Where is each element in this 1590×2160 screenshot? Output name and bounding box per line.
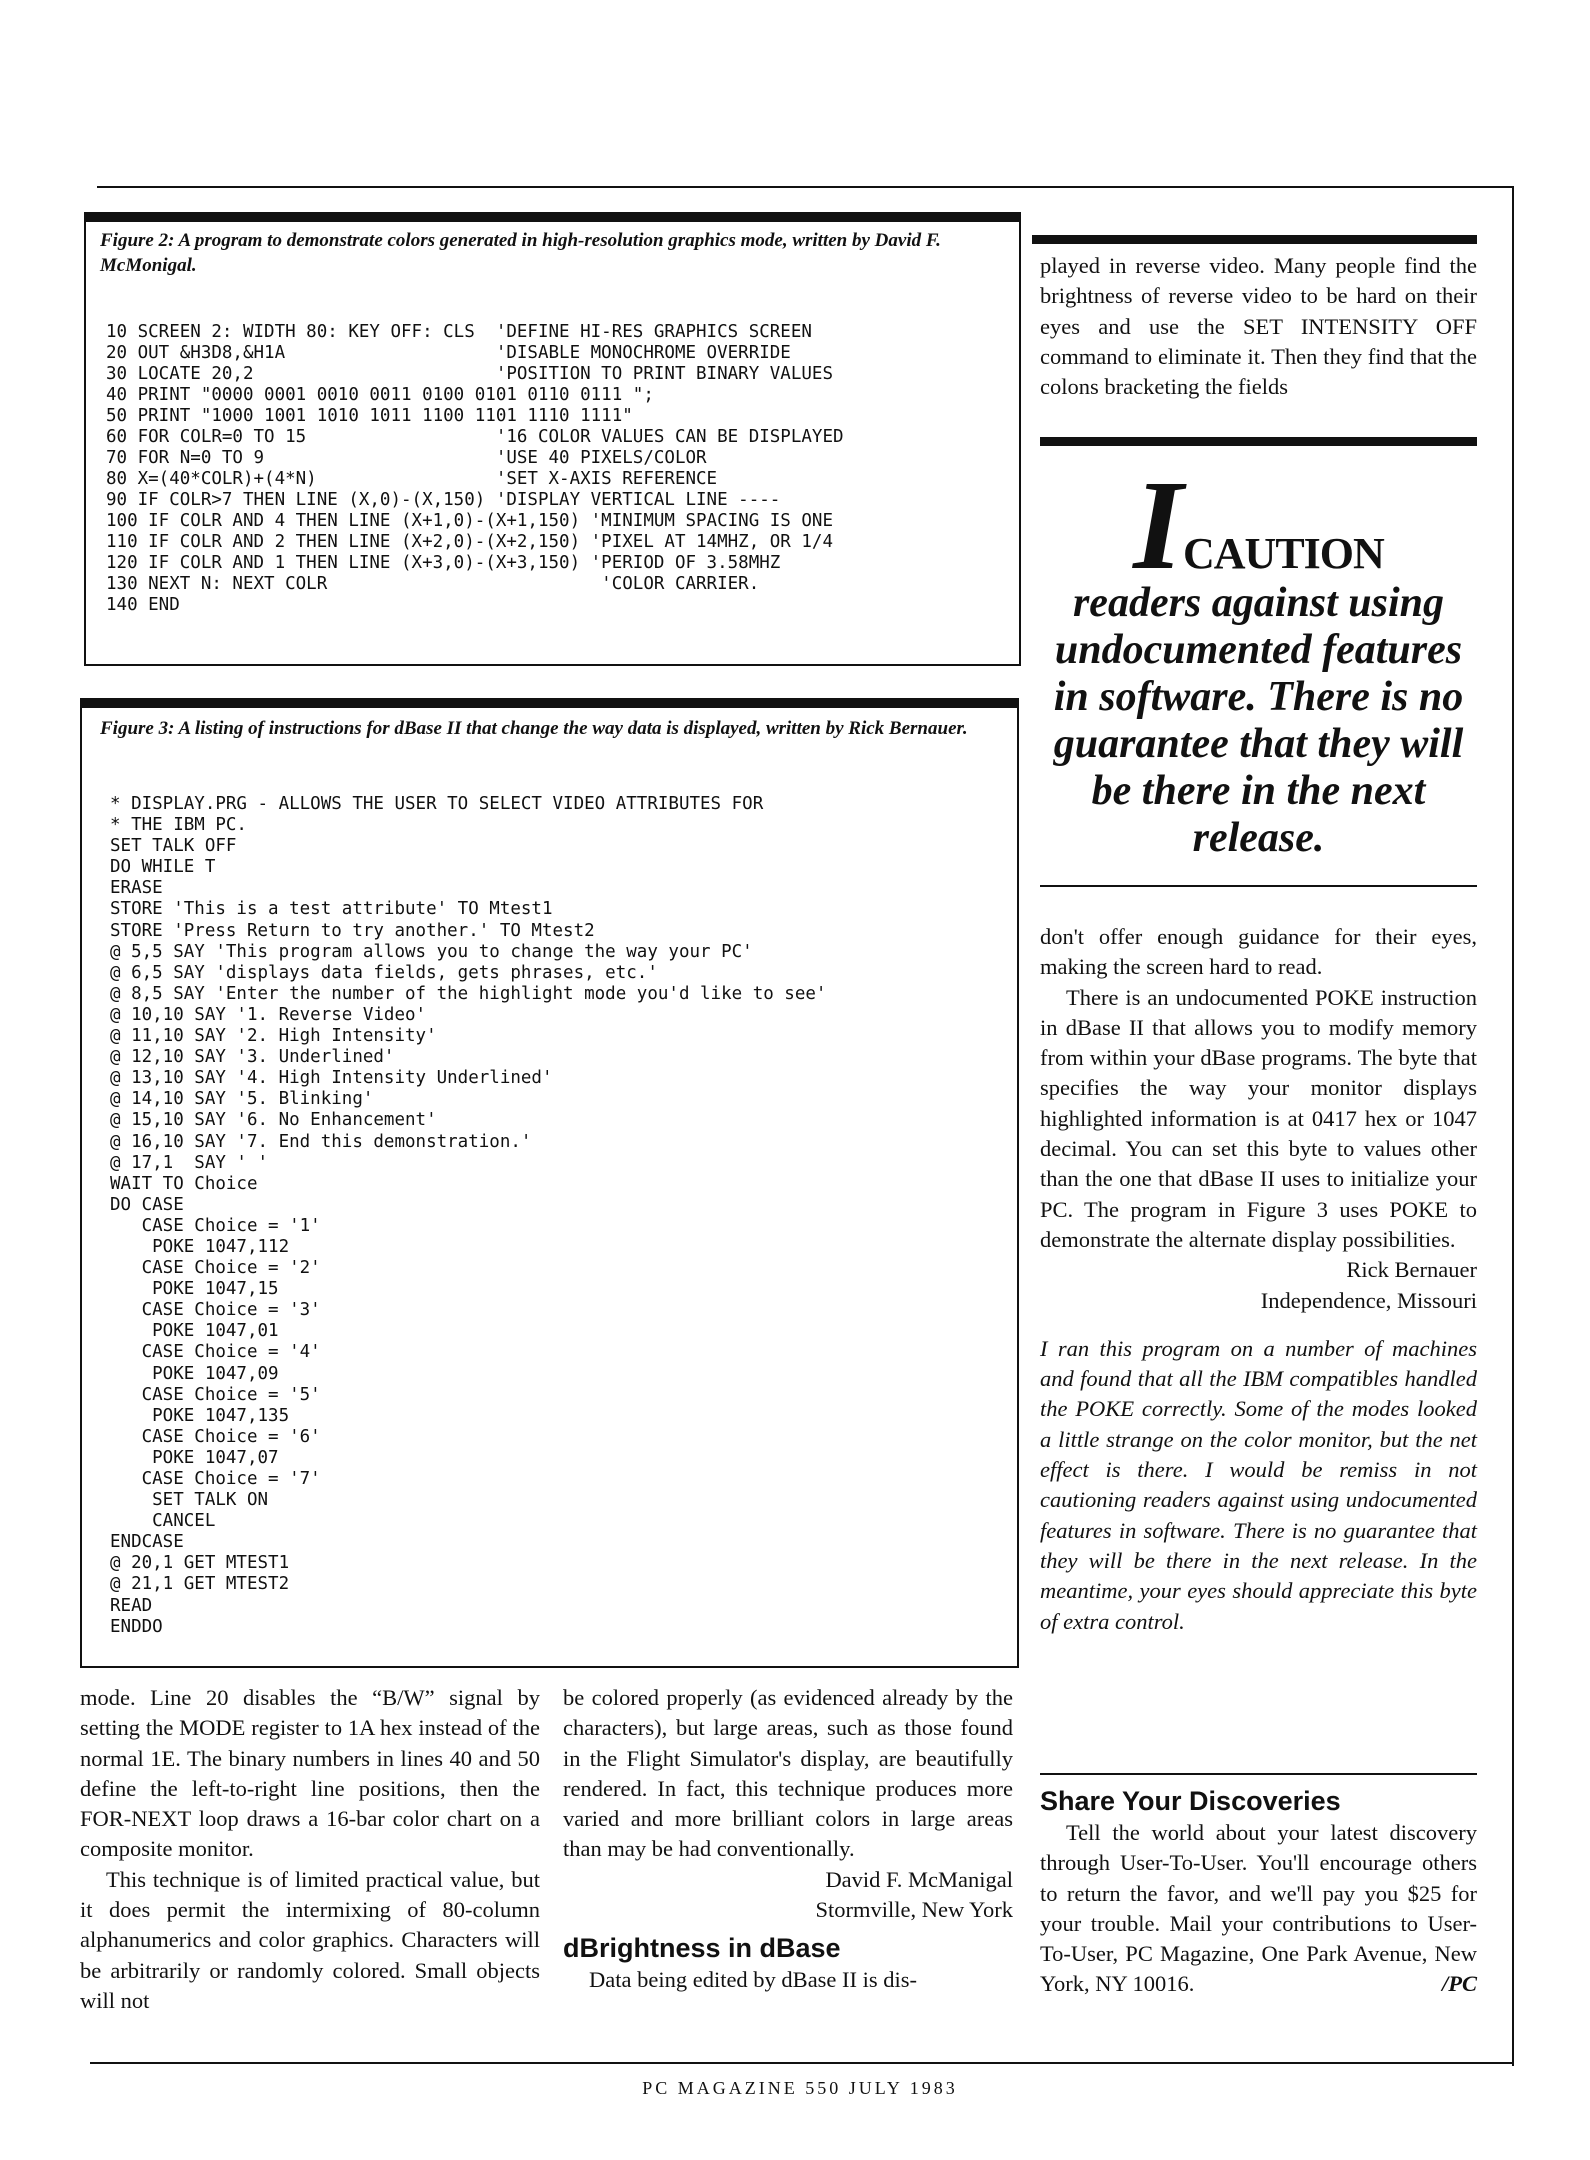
- code-line: SET TALK ON: [110, 1490, 269, 1511]
- figure-3-top-bar: [80, 698, 1019, 707]
- signature-place: Independence, Missouri: [1260, 1287, 1477, 1313]
- middle-signature-name: David F. McManigal: [825, 1866, 1013, 1892]
- pull-quote-text: readers against using undocumented features in software. There is no guarantee that they will be there in the next release.: [1053, 580, 1464, 861]
- figure-2-caption: Figure 2: A program to demonstrate colors generated in high-resolution graphics mode, written by David F. McMonigal.: [100, 230, 941, 276]
- code-line: 60 FOR COLR=0 TO 15 '16 COLOR VALUES CAN BE DISPLAYED: [106, 427, 844, 447]
- pull-quote-lead: [1036, 454, 1481, 596]
- pull-quote-big-letter: I: [1133, 454, 1183, 596]
- code-line: POKE 1047,112: [110, 1236, 290, 1257]
- right-column-top-text: played in reverse video. Many people find the brightness of reverse video to be hard on their eyes and use the SET INTENSITY OFF command to eliminate it. Then they find that the colons bracketing the fields: [1040, 253, 1477, 400]
- code-line: CANCEL: [110, 1511, 216, 1532]
- pull-quote: [1036, 454, 1481, 862]
- code-line: CASE Choice = '1': [110, 1215, 321, 1236]
- code-line: @ 17,1 SAY ' ': [110, 1152, 269, 1173]
- signature-name: Rick Bernauer: [1346, 1257, 1477, 1283]
- code-line: POKE 1047,15: [110, 1279, 279, 1300]
- code-line: 80 X=(40*COLR)+(4*N) 'SET X-AXIS REFERENCE: [106, 469, 718, 489]
- code-line: DO WHILE T: [110, 857, 216, 878]
- middle-signature-place: Stormville, New York: [815, 1897, 1013, 1923]
- code-line: WAIT TO Choice: [110, 1173, 258, 1194]
- code-line: 90 IF COLR>7 THEN LINE (X,0)-(X,150) 'DISPLAY VERTICAL LINE ----: [106, 490, 781, 510]
- pull-quote-top-bar: [1040, 437, 1477, 446]
- right-column-main-text: [1040, 922, 1477, 1637]
- figure-2-top-bar: [84, 212, 1021, 221]
- figure-3-code: [110, 794, 826, 1638]
- share-section-rule: [1040, 1773, 1477, 1775]
- code-line: 110 IF COLR AND 2 THEN LINE (X+2,0)-(X+2,150) 'PIXEL AT 14MHZ, OR 1/4: [106, 532, 833, 552]
- dbrightness-heading: dBrightness in dBase: [563, 1933, 841, 1964]
- code-line: CASE Choice = '3': [110, 1300, 321, 1321]
- figure-2-code: [106, 322, 844, 616]
- left-para-2: This technique is of limited practical value, but it does permit the intermixing of 80-column alphanumerics and color graphics. Characters will be arbitrarily or randomly colored. Small objects will not: [80, 1866, 540, 2013]
- page-footer: PC MAGAZINE 550 JULY 1983: [642, 2078, 958, 2098]
- code-line: 130 NEXT N: NEXT COLR 'COLOR CARRIER.: [106, 574, 760, 594]
- share-text-block: [1040, 1818, 1477, 2000]
- figure-3-box: [80, 706, 1019, 1668]
- code-line: SET TALK OFF: [110, 836, 237, 857]
- code-line: ENDCASE: [110, 1532, 184, 1553]
- pull-quote-caution: CAUTION: [1183, 529, 1384, 578]
- figure-3-caption: Figure 3: A listing of instructions for dBase II that change the way data is displayed, written by Rick Bernauer.: [100, 718, 968, 739]
- code-line: ENDDO: [110, 1616, 163, 1637]
- code-line: POKE 1047,09: [110, 1363, 279, 1384]
- left-column-text: [80, 1683, 540, 2016]
- code-line: 100 IF COLR AND 4 THEN LINE (X+1,0)-(X+1,150) 'MINIMUM SPACING IS ONE: [106, 511, 833, 531]
- code-line: @ 13,10 SAY '4. High Intensity Underlined': [110, 1068, 553, 1089]
- top-frame-rule: [97, 186, 1514, 188]
- code-line: * THE IBM PC.: [110, 815, 247, 836]
- middle-para-1: be colored properly (as evidenced already by the characters), but large areas, such as those found in the Flight Simulator's display, are beautifully rendered. In fact, this technique produces more varied and more brilliant colors in large areas than may be had conventionally.: [563, 1685, 1013, 1862]
- code-line: 20 OUT &H3D8,&H1A 'DISABLE MONOCHROME OVERRIDE: [106, 343, 791, 363]
- code-line: CASE Choice = '4': [110, 1342, 321, 1363]
- code-line: @ 21,1 GET MTEST2: [110, 1574, 290, 1595]
- right-frame-rule: [1512, 186, 1514, 2066]
- code-line: @ 8,5 SAY 'Enter the number of the highlight mode you'd like to see': [110, 983, 827, 1004]
- left-para-1: mode. Line 20 disables the “B/W” signal by setting the MODE register to 1A hex instead of the normal 1E. The binary numbers in lines 40 and 50 define the left-to-right line positions, then the FOR-NEXT loop draws a 16-bar color chart on a composite monitor.: [80, 1685, 540, 1862]
- code-line: CASE Choice = '2': [110, 1258, 321, 1279]
- pull-quote-bottom-rule: [1040, 885, 1477, 887]
- code-line: 50 PRINT "1000 1001 1010 1011 1100 1101 1110 1111": [106, 406, 633, 426]
- code-line: CASE Choice = '6': [110, 1426, 321, 1447]
- code-line: @ 15,10 SAY '6. No Enhancement': [110, 1110, 437, 1131]
- code-line: 10 SCREEN 2: WIDTH 80: KEY OFF: CLS 'DEFINE HI-RES GRAPHICS SCREEN: [106, 322, 812, 342]
- code-line: POKE 1047,135: [110, 1405, 290, 1426]
- share-text: Tell the world about your latest discovery through User-To-User. You'll encourage others to return the favor, and we'll pay you $25 for your trouble. Mail your contributions to User-To-User, PC Magazine, One Park Avenue, New York, NY 10016.: [1040, 1820, 1477, 1997]
- middle-column-text: [563, 1683, 1013, 1996]
- code-line: @ 20,1 GET MTEST1: [110, 1553, 290, 1574]
- code-line: POKE 1047,01: [110, 1321, 279, 1342]
- right-para-1: don't offer enough guidance for their eyes, making the screen hard to read.: [1040, 924, 1477, 980]
- bottom-frame-rule: [90, 2062, 1514, 2064]
- code-line: @ 16,10 SAY '7. End this demonstration.': [110, 1131, 532, 1152]
- share-heading: Share Your Discoveries: [1040, 1786, 1341, 1816]
- code-line: DO CASE: [110, 1194, 184, 1215]
- code-line: READ: [110, 1595, 153, 1616]
- right-column-top-bar: [1032, 235, 1477, 244]
- code-line: 70 FOR N=0 TO 9 'USE 40 PIXELS/COLOR: [106, 448, 707, 468]
- code-line: @ 14,10 SAY '5. Blinking': [110, 1089, 374, 1110]
- code-line: ERASE: [110, 878, 163, 899]
- code-line: 40 PRINT "0000 0001 0010 0011 0100 0101 0110 0111 ";: [106, 385, 654, 405]
- figure-2-box: [84, 220, 1021, 666]
- code-line: 30 LOCATE 20,2 'POSITION TO PRINT BINARY VALUES: [106, 364, 833, 384]
- code-line: @ 5,5 SAY 'This program allows you to change the way your PC': [110, 941, 753, 962]
- code-line: STORE 'Press Return to try another.' TO Mtest2: [110, 920, 595, 941]
- end-mark: /PC: [1441, 1971, 1477, 1997]
- middle-para-2: Data being edited by dBase II is dis-: [589, 1967, 918, 1993]
- code-line: * DISPLAY.PRG - ALLOWS THE USER TO SELECT VIDEO ATTRIBUTES FOR: [110, 794, 764, 814]
- code-line: @ 12,10 SAY '3. Underlined': [110, 1047, 395, 1068]
- editor-note: I ran this program on a number of machines and found that all the IBM compatibles handled the POKE correctly. Some of the modes looked a little strange on the color monitor, but the net effect is there. I would be remiss in not cautioning readers against using undocumented features in software. There is no guarantee that they will be there in the next release. In the meantime, your eyes should appreciate this byte of extra control.: [1040, 1335, 1477, 1634]
- code-line: 140 END: [106, 595, 180, 615]
- code-line: CASE Choice = '5': [110, 1384, 321, 1405]
- code-line: @ 11,10 SAY '2. High Intensity': [110, 1026, 437, 1047]
- code-line: @ 10,10 SAY '1. Reverse Video': [110, 1004, 427, 1025]
- code-line: CASE Choice = '7': [110, 1469, 321, 1489]
- right-para-2: There is an undocumented POKE instruction in dBase II that allows you to modify memory from within your dBase programs. The byte that specifies the way your monitor displays highlighted information is at 0417 hex or 1047 decimal. You can set this byte to values other than the one that dBase II uses to initialize your PC. The program in Figure 3 uses POKE to demonstrate the alternate display possibilities.: [1040, 984, 1477, 1252]
- code-line: @ 6,5 SAY 'displays data fields, gets phrases, etc.': [110, 962, 658, 983]
- code-line: 120 IF COLR AND 1 THEN LINE (X+3,0)-(X+3,150) 'PERIOD OF 3.58MHZ: [106, 553, 781, 573]
- code-line: POKE 1047,07: [110, 1447, 279, 1468]
- code-line: STORE 'This is a test attribute' TO Mtest1: [110, 899, 553, 920]
